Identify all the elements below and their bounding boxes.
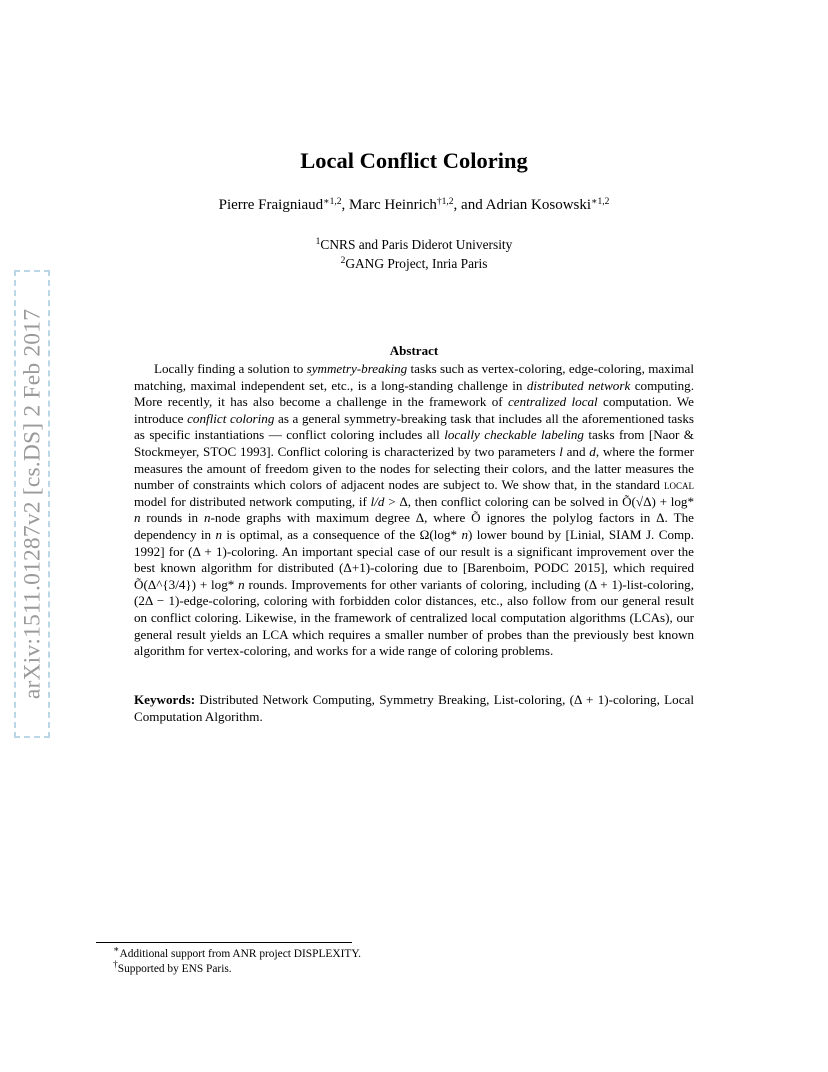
author-name: Pierre Fraigniaud — [218, 197, 324, 213]
abstract-segment: tasks from [Naor & Stockmeyer, STOC 1993]. Conflict coloring is characterized by two parameters — [134, 427, 694, 459]
abstract-segment: symmetry-breaking — [306, 361, 408, 376]
author-separator: , and — [453, 197, 486, 213]
affiliation-text: GANG Project, Inria Paris — [345, 256, 488, 271]
abstract-segment: model for distributed network computing, if — [134, 493, 371, 509]
author-marks: ∗1,2 — [591, 197, 610, 207]
abstract-segment: d — [589, 443, 596, 459]
footnote-rule — [96, 942, 352, 943]
abstract-segment: l — [559, 443, 563, 459]
footnote — [113, 945, 361, 960]
keywords-label: Keywords: — [134, 692, 196, 707]
arxiv-identifier: arXiv:1511.01287v2 [cs.DS] 2 Feb 2017 — [19, 308, 46, 700]
abstract-segment: rounds in — [140, 510, 204, 526]
author-separator: , — [341, 197, 350, 213]
abstract-segment: rounds. Improvements for other variants of coloring, including (Δ + 1)-list-coloring, (2Δ − 1)-edge-coloring, coloring with forbidden color distances, etc., also follow from our general result on conflict coloring. Likewise, in the framework of centralized local computation algorithms (LCAs), our general result yields an LCA which requires a smaller number of probes than the previously best known algorithm for vertex-coloring, and works for a wide range of coloring problems. — [134, 576, 694, 659]
abstract-segment: l/d — [370, 493, 385, 509]
author-list — [0, 197, 828, 214]
abstract-segment: n — [203, 510, 211, 526]
author-name: Adrian Kosowski — [485, 197, 592, 213]
footnote-text: Additional support from ANR project DISPLEXITY. — [119, 948, 361, 960]
footnote-text: Supported by ENS Paris. — [117, 963, 232, 975]
author-marks: †1,2 — [436, 197, 454, 207]
abstract-segment: as a general symmetry-breaking task that includes all the aforementioned tasks as specific instantiations — conflict coloring includes all — [134, 410, 694, 443]
abstract-segment: is optimal, as a consequence of the Ω(log* — [222, 526, 462, 542]
abstract-segment: centralized local — [508, 394, 598, 410]
author-name: Marc Heinrich — [349, 197, 437, 213]
abstract-segment: computation. We introduce — [134, 394, 694, 426]
affiliation-mark: 1 — [315, 237, 321, 247]
footnote-mark: † — [113, 960, 118, 970]
abstract-segment: and — [562, 443, 590, 459]
abstract-segment: n — [215, 526, 223, 542]
affiliation — [0, 256, 828, 272]
abstract-segment: n — [134, 510, 141, 526]
author-marks: ∗1,2 — [323, 197, 342, 207]
footnote — [113, 960, 232, 975]
abstract-segment: n — [238, 576, 245, 592]
abstract-heading: Abstract — [389, 343, 439, 358]
footnote-mark: ∗ — [113, 945, 120, 955]
abstract-body — [134, 361, 694, 660]
affiliation-mark: 2 — [340, 256, 346, 266]
abstract-segment: > Δ, then conflict coloring can be solved in Õ(√Δ) + log* — [384, 493, 695, 509]
abstract-segment: tasks such as vertex-coloring, edge-coloring, maximal matching, maximal independent set, etc., is a long-standing challenge in — [134, 361, 695, 393]
abstract-segment: computing. More recently, it has also become a challenge in the framework of — [134, 377, 694, 410]
abstract-segment: , where the former measures the amount of freedom given to the nodes for selecting their colors, and the latter measures the number of constraints which colors of adjacent nodes are subject to. We show that, in the standard — [134, 443, 694, 493]
abstract-segment: locally checkable labeling — [444, 427, 584, 443]
abstract-segment: local — [664, 477, 694, 493]
paper-title: Local Conflict Coloring — [300, 148, 528, 173]
abstract-segment: Locally finding a solution to — [154, 361, 307, 376]
abstract-segment: conflict coloring — [187, 410, 275, 426]
abstract-segment: ) lower bound by [Linial, SIAM J. Comp. 1992] for (Δ + 1)-coloring. An important special case of our result is a significant improvement over the best known algorithm for distributed (Δ+1)-coloring due to [Barenboim, PODC 2015], which required Õ(Δ^{3/4}) + log* — [134, 526, 695, 592]
affiliation-text: CNRS and Paris Diderot University — [320, 237, 513, 252]
abstract-segment: -node graphs with maximum degree Δ, where Õ ignores the polylog factors in Δ. The dependency in — [134, 510, 694, 542]
abstract-segment: distributed network — [526, 377, 631, 393]
affiliation — [0, 237, 828, 253]
abstract-segment: n — [461, 526, 468, 542]
keywords — [134, 692, 694, 725]
keywords-text: Distributed Network Computing, Symmetry Breaking, List-coloring, (Δ + 1)-coloring, Local Computation Algorithm. — [134, 692, 694, 724]
